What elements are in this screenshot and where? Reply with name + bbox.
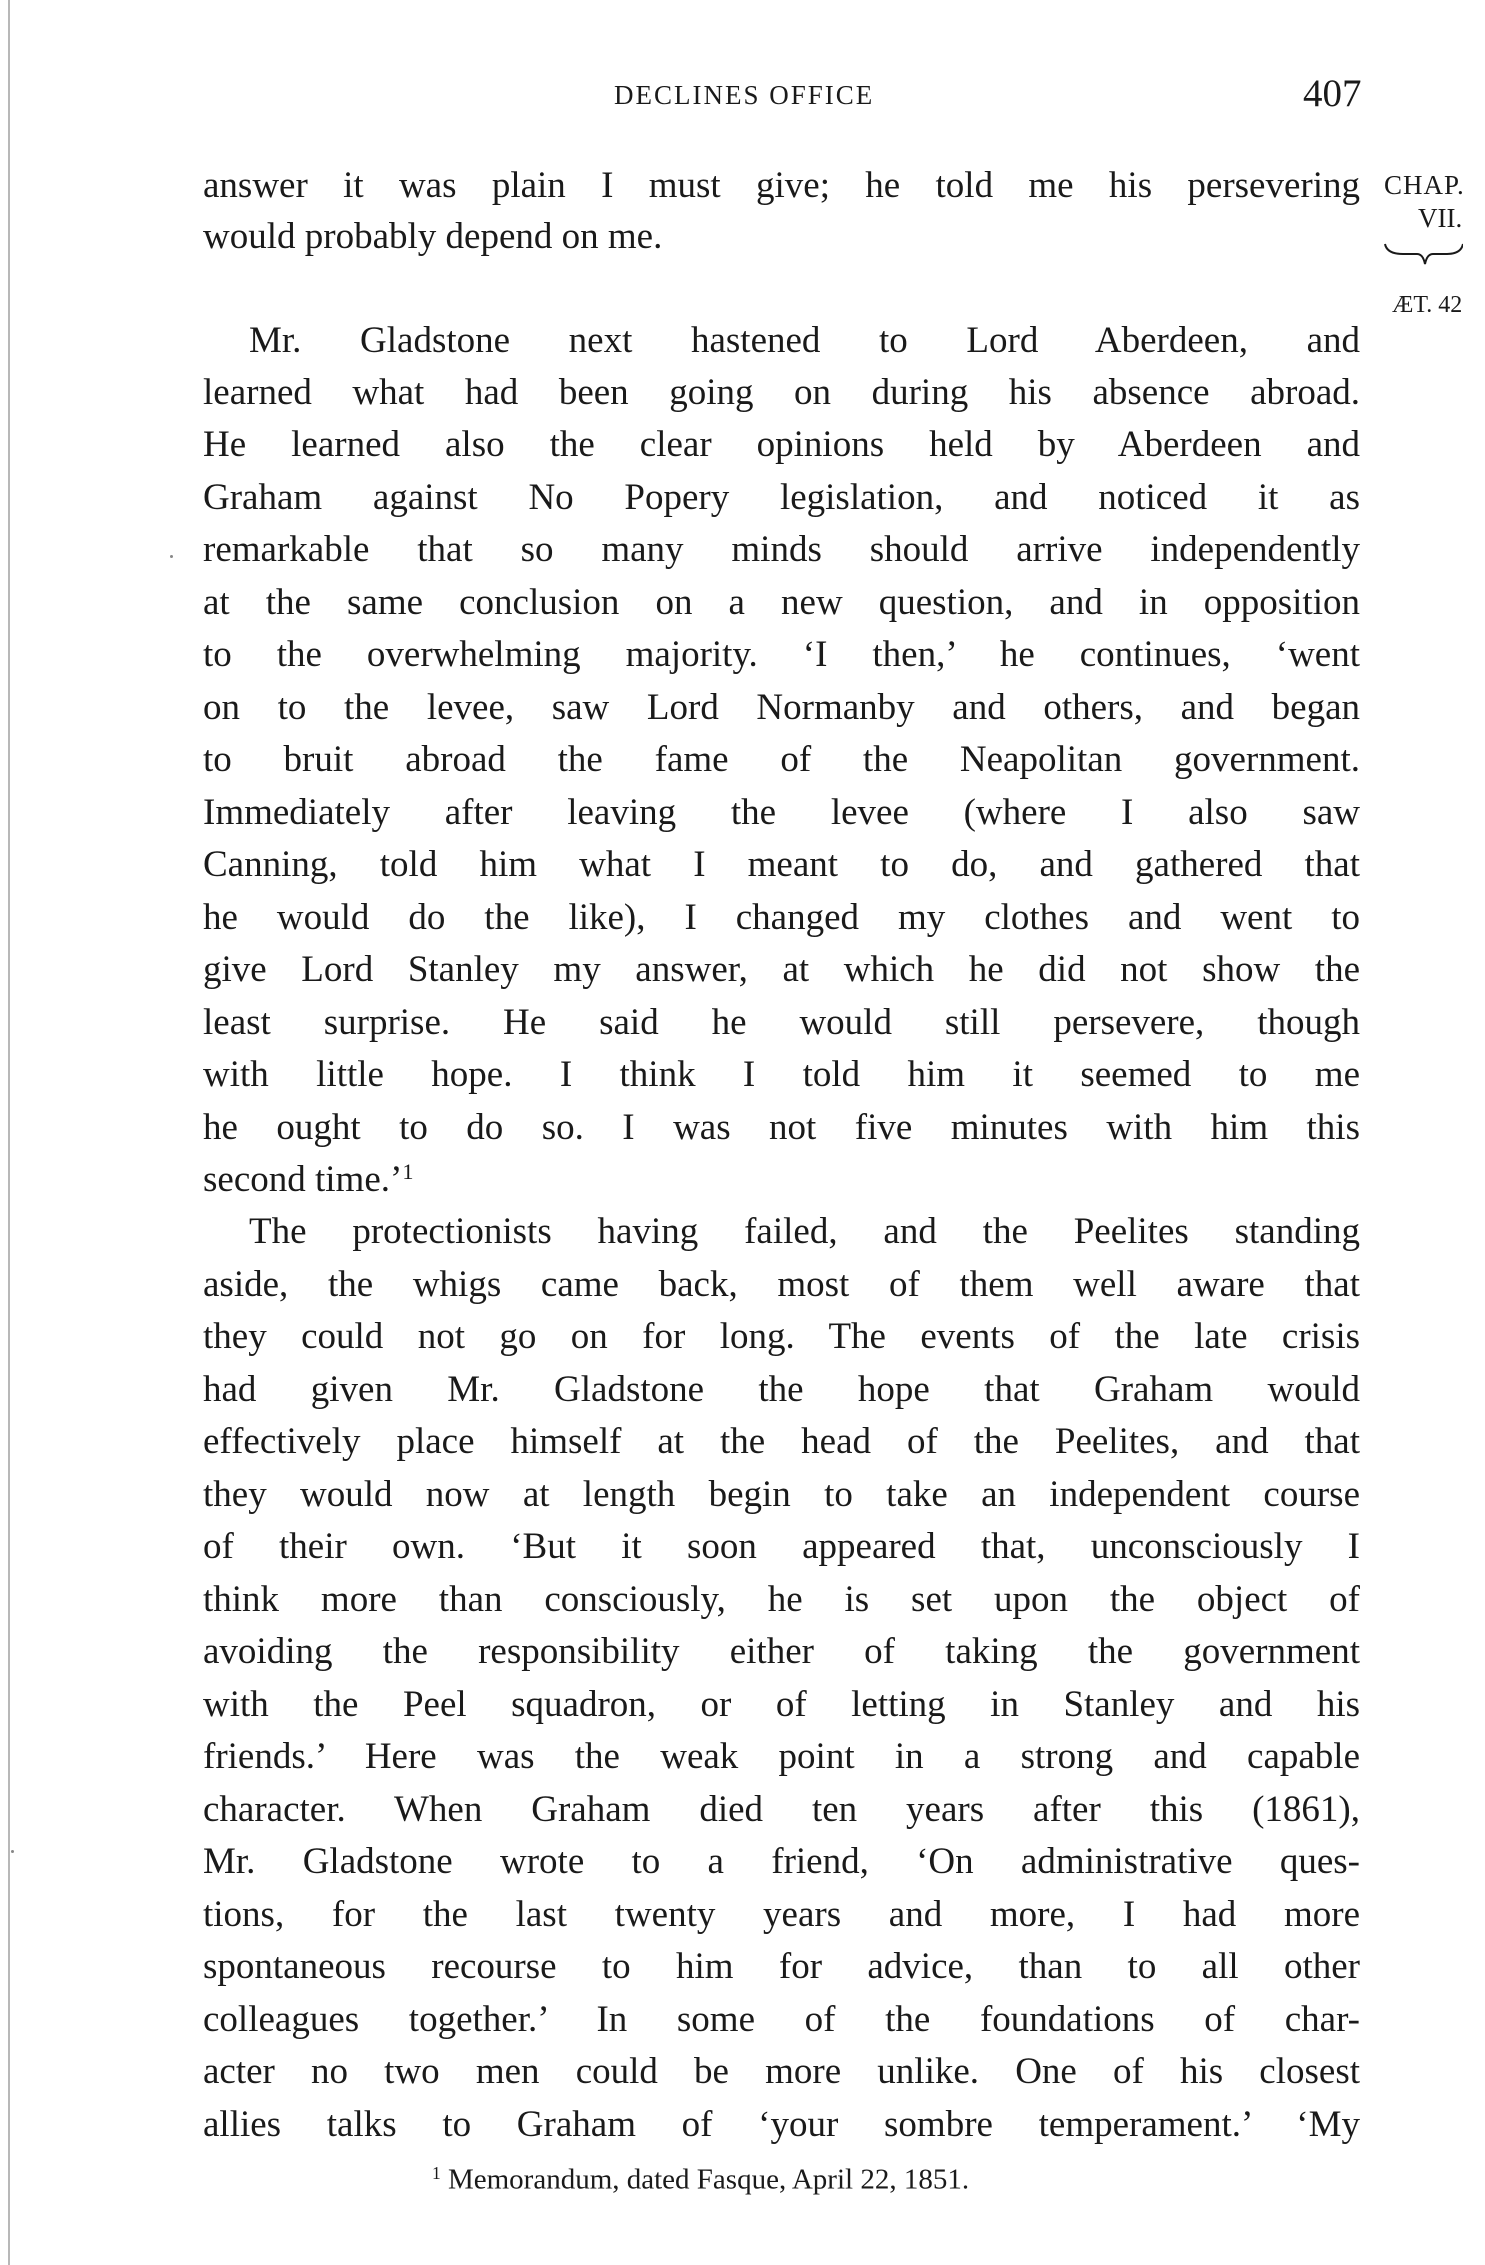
text-line: Canning, told him what I meant to do, and gathered that	[203, 844, 1360, 885]
text-line	[203, 1159, 1360, 1201]
text-line: with the Peel squadron, or of letting in Stanley and his	[203, 1684, 1360, 1725]
text-line: they would now at length begin to take an independent course	[203, 1474, 1360, 1515]
margin-volume-label: VII.	[1418, 203, 1463, 233]
page-number: 407	[1303, 72, 1362, 115]
text-line: they could not go on for long. The events of the late crisis	[203, 1316, 1360, 1357]
text-line: tions, for the last twenty years and more, I had more	[203, 1894, 1360, 1935]
text-line: give Lord Stanley my answer, at which he did not show the	[203, 949, 1360, 990]
text-line: with little hope. I think I told him it seemed to me	[203, 1054, 1360, 1095]
margin-speck	[170, 555, 173, 558]
page-edge-rule	[8, 0, 10, 2265]
footnote	[432, 2163, 969, 2197]
text-line: aside, the whigs came back, most of them well aware that	[203, 1264, 1360, 1305]
text-line: He learned also the clear opinions held by Aberdeen and	[203, 424, 1360, 465]
margin-age-label: ÆT. 42	[1392, 292, 1463, 318]
text-line: allies talks to Graham of ‘your sombre temperament.’ ‘My	[203, 2104, 1360, 2145]
text-line: think more than consciously, he is set upon the object of	[203, 1579, 1360, 1620]
margin-chapter-label: CHAP.	[1384, 170, 1465, 200]
text-line: friends.’ Here was the weak point in a strong and capable	[203, 1736, 1360, 1777]
text-line: least surprise. He said he would still persevere, though	[203, 1002, 1360, 1043]
text-line: at the same conclusion on a new question, and in opposition	[203, 582, 1360, 623]
text-line: would probably depend on me.	[203, 216, 663, 257]
text-line: answer it was plain I must give; he told me his persevering	[203, 165, 1360, 206]
margin-brace-icon	[1383, 240, 1463, 268]
text-line: learned what had been going on during his absence abroad.	[203, 372, 1360, 413]
text-line: to bruit abroad the fame of the Neapolitan government.	[203, 739, 1360, 780]
text-line: colleagues together.’ In some of the foundations of char-	[203, 1999, 1360, 2040]
text-line: spontaneous recourse to him for advice, than to all other	[203, 1946, 1360, 1987]
text-line: had given Mr. Gladstone the hope that Graham would	[203, 1369, 1360, 1410]
text-line: Immediately after leaving the levee (where I also saw	[203, 792, 1360, 833]
running-head: DECLINES OFFICE	[614, 80, 875, 110]
text-line: avoiding the responsibility either of taking the government	[203, 1631, 1360, 1672]
text-line: to the overwhelming majority. ‘I then,’ he continues, ‘went	[203, 634, 1360, 675]
margin-speck	[11, 1850, 14, 1853]
text-line: The protectionists having failed, and the Peelites standing	[249, 1211, 1360, 1252]
text-line: on to the levee, saw Lord Normanby and others, and began	[203, 687, 1360, 728]
text-line-content: second time.’	[203, 1159, 403, 1201]
text-line: acter no two men could be more unlike. One of his closest	[203, 2051, 1360, 2092]
text-line: he would do the like), I changed my clothes and went to	[203, 897, 1360, 938]
text-line: Mr. Gladstone wrote to a friend, ‘On administrative ques-	[203, 1841, 1360, 1882]
text-line: effectively place himself at the head of the Peelites, and that	[203, 1421, 1360, 1462]
text-line: character. When Graham died ten years after this (1861),	[203, 1789, 1360, 1830]
text-line: Mr. Gladstone next hastened to Lord Aberdeen, and	[249, 320, 1360, 361]
footnote-marker: 1	[432, 2163, 441, 2183]
text-line: Graham against No Popery legislation, and noticed it as	[203, 477, 1360, 518]
text-line: remarkable that so many minds should arrive independently	[203, 529, 1360, 570]
text-line: he ought to do so. I was not five minutes with him this	[203, 1107, 1360, 1148]
footnote-text: Memorandum, dated Fasque, April 22, 1851.	[447, 2163, 970, 2196]
footnote-ref: 1	[402, 1159, 414, 1184]
text-line: of their own. ‘But it soon appeared that, unconsciously I	[203, 1526, 1360, 1567]
